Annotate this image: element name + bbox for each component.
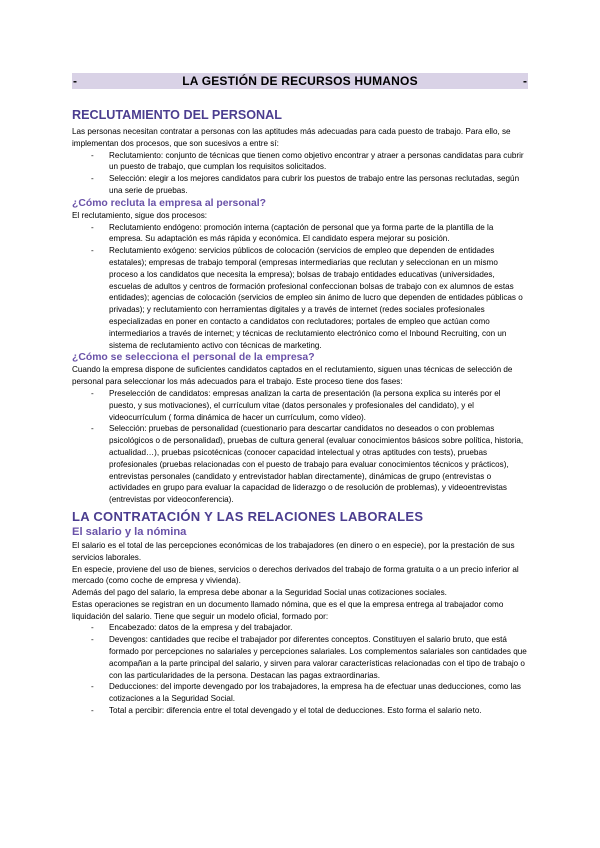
reclutamiento-list — [72, 150, 528, 197]
bullet-dash: - — [91, 174, 94, 184]
title-right-dash: - — [523, 74, 527, 88]
bullet-dash: - — [91, 706, 94, 716]
list-item-text: Devengos: cantidades que recibe el trabajador por diferentes conceptos. Constituyen el salario bruto, que está formado por percepciones no salariales y percepciones salariales. Los complementos salariales son cantidades que acompañan a la parte principal del salario, y sirven para valorar características relacionadas con el tipo de trabajo o con las particularidades de la persona. Destacan las pagas extraordinarias. — [109, 635, 527, 680]
bullet-dash: - — [91, 388, 94, 398]
list-item-text: Total a percibir: diferencia entre el total devengado y el total de deducciones. Esto forma el salario neto. — [109, 706, 482, 716]
salario-paragraph: En especie, proviene del uso de bienes, servicios o derechos derivados del trabajo de forma gratuita o a un precio inferior al mercado (como coche de empresa y vivienda). — [72, 564, 519, 586]
salario-heading: El salario y la nómina — [72, 525, 187, 538]
list-item-text: Deducciones: del importe devengado por los trabajadores, la empresa ha de efectuar unas deducciones, como las cotizaciones a la Seguridad Social. — [109, 682, 521, 704]
list-item — [72, 173, 528, 197]
bullet-dash: - — [91, 222, 94, 232]
list-item-text: Selección: pruebas de personalidad (cuestionario para descartar candidatos no deseados o con problemas psicológicos o de personalidad), pruebas de cultura general (evaluar conocimientos básicos sobre política, historia, actualidad…), pruebas psicotécnicas (conocer capacidad intelectual y otras aptitudes con tests), pruebas profesionales (pruebas relacionadas con el puesto de trabajo para evaluar conocimientos técnicos y prácticos), entrevistas personales (candidato y entrevistador hablan directamente), dinámicas de grupo (entrevistas o actividades en grupo para evaluar la capacidad de liderazgo o de resolución de problemas), y videoentrevistas (entrevistas por videoconferencia). — [109, 424, 524, 505]
bullet-dash: - — [91, 623, 94, 633]
document-body — [72, 107, 528, 717]
page-title: LA GESTIÓN DE RECURSOS HUMANOS — [182, 74, 418, 88]
list-item — [72, 622, 528, 634]
list-item — [72, 222, 528, 246]
salario-paragraph: Además del pago del salario, la empresa debe abonar a la Seguridad Social unas cotizaciones sociales. — [72, 588, 447, 598]
bullet-dash: - — [91, 150, 94, 160]
list-item-text: Encabezado: datos de la empresa y del trabajador. — [109, 623, 293, 633]
reclutamiento-heading: RECLUTAMIENTO DEL PERSONAL — [72, 108, 282, 122]
bullet-dash: - — [91, 682, 94, 692]
list-item-text: Reclutamiento endógeno: promoción interna (captación de personal que ya forma parte de la plantilla de la empresa. Su adaptación es más rápida y económica. El candidato espera mejorar su posición. — [109, 222, 494, 244]
contratacion-heading: LA CONTRATACIÓN Y LAS RELACIONES LABORALES — [72, 508, 424, 524]
list-item — [72, 245, 528, 351]
list-item-text: Selección: elegir a los mejores candidatos para cubrir los puestos de trabajo entre las personas reclutadas, según una serie de pruebas. — [109, 174, 520, 195]
list-item — [72, 388, 528, 423]
como-recluta-intro: El reclutamiento, sigue dos procesos: — [72, 210, 208, 220]
list-item — [72, 705, 528, 717]
como-selecciona-heading: ¿Cómo se selecciona el personal de la empresa? — [72, 352, 315, 364]
title-bar — [72, 73, 528, 89]
title-left-dash: - — [73, 74, 77, 88]
list-item — [72, 423, 528, 506]
list-item — [72, 681, 528, 705]
salario-paragraph: El salario es el total de las percepciones económicas de los trabajadores (en dinero o en especie), por la prestación de sus servicios laborales. — [72, 540, 515, 562]
como-selecciona-intro: Cuando la empresa dispone de suficientes candidatos captados en el reclutamiento, siguen unas técnicas de selección de personal para seleccionar los más adecuados para el trabajo. Este proceso tiene dos fases: — [72, 365, 513, 387]
salario-paragraph: Estas operaciones se registran en un documento llamado nómina, que es el que la empresa entrega al trabajador como liquidación del salario. Tiene que seguir un modelo oficial, formado por: — [72, 599, 504, 621]
como-recluta-heading: ¿Cómo recluta la empresa al personal? — [72, 197, 267, 209]
list-item-text: Reclutamiento exógeno: servicios públicos de colocación (servicios de empleo que dependen de entidades estatales); empresas de trabajo temporal (empresas intermediarias que reclutan y seleccionan en un mismo proceso a los candidatos que necesita la empresa); bolsas de trabajo entidades educativas (universidades, escuelas de adultos y centros de formación profesional confeccionan bolsas de trabajo con ex alumnos de estas entidades); agencias de colocación (servicios de empleo sin ánimo de lucro que dependen de entidades públicas o privadas); y reclutamiento con herramientas digitales y a través de internet (redes sociales profesionales especializadas en poner en contacto a candidatos con reclutadores; portales de empleo que actúan como intermediarios a través de internet; y técnicas de reclutamiento electrónico como el Inbound Recruiting, con un sistema de reclutamiento activo con técnicas de marketing. — [109, 246, 523, 350]
list-item — [72, 150, 528, 174]
list-item-text: Preselección de candidatos: empresas analizan la carta de presentación (la persona explica su interés por el puesto, y sus motivaciones), el currículum vitae (datos personales y profesionales del candidato), y el videocurrículum ( forma dinámica de hacer un currículum, como vídeo). — [109, 388, 501, 422]
list-item — [72, 634, 528, 681]
como-selecciona-list — [72, 388, 528, 506]
como-recluta-list — [72, 222, 528, 352]
bullet-dash: - — [91, 635, 94, 645]
list-item-text: Reclutamiento: conjunto de técnicas que tienen como objetivo encontrar y atraer a personas candidatas para cubrir un puesto de trabajo, que cumplan los requisitos solicitados. — [109, 150, 524, 172]
nomina-list — [72, 622, 528, 716]
bullet-dash: - — [91, 424, 94, 434]
bullet-dash: - — [91, 246, 94, 256]
reclutamiento-intro: Las personas necesitan contratar a personas con las aptitudes más adecuadas para cada puesto de trabajo. Para ello, se implementan dos procesos, que son sucesivos a entre sí: — [72, 127, 511, 148]
